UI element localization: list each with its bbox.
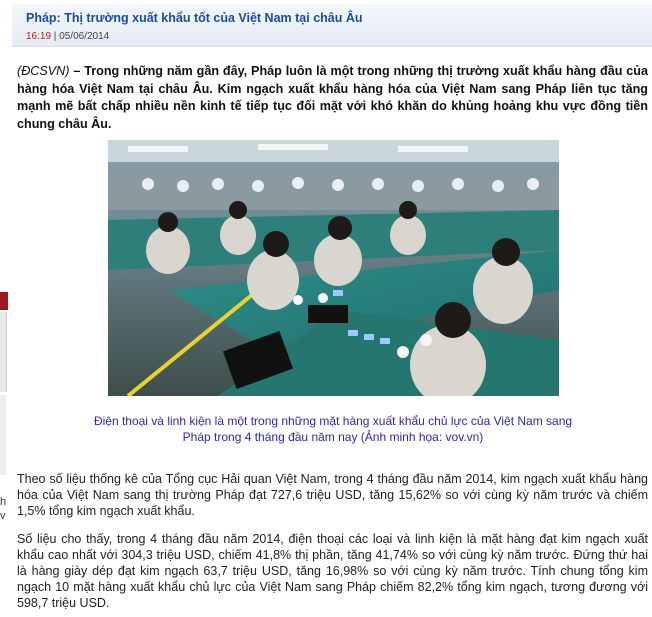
publish-time: 16:19 (26, 31, 52, 42)
sidebar-gray-panel (0, 312, 7, 392)
article-header (12, 4, 652, 47)
publish-date: 05/06/2014 (59, 31, 110, 42)
sidebar-gray-panel-lower (0, 395, 6, 475)
lead-source: (ĐCSVN) (17, 64, 70, 78)
article-paragraph: Số liệu cho thấy, trong 4 tháng đầu năm 2014, điện thoại các loại và linh kiện là mặt hàng đạt kim ngạch xuất khẩu cao nhất với 304,3 triệu USD, chiếm 41,8% thị phần, tăng 41,74% so với cùng kỳ năm trước. Đứng thứ hai là hàng giày dép đạt kim ngạch 63,7 triệu USD, tăng 16,98% so với cùng kỳ năm trước. Tính chung tổng kim ngạch 10 mặt hàng xuất khẩu chủ lực của Việt Nam sang Pháp chiếm 82,2% tổng kim ngạch, tương đương với 598,7 triệu USD. (17, 532, 648, 610)
article-dateline (26, 31, 109, 42)
article-paragraph: Theo số liệu thống kê của Tổng cục Hải quan Việt Nam, trong 4 tháng đầu năm 2014, kim ngạch xuất khẩu hàng hóa của Việt Nam sang thị trường Pháp đạt 727,6 triệu USD, tăng 15,62% so với cùng kỳ năm trước và chiếm 1,5% tổng kim ngạch xuất khẩu. (17, 472, 648, 518)
photo-caption: Điện thoại và linh kiện là một trong những mặt hàng xuất khẩu chủ lực của Việt Nam sang Pháp trong 4 tháng đầu năm nay (Ảnh minh họa: vov.vn) (93, 414, 573, 444)
lead-text: – Trong những năm gần đây, Pháp luôn là một trong những thị trường xuất khẩu hàng đầu của hàng hóa Việt Nam tại châu Âu. Kim ngạch xuất khẩu hàng hóa của Việt Nam sang Pháp liên tục tăng mạnh mẽ bất chấp nhiều nền kinh tế tiếp tục đối mặt với khó khăn do khủng hoảng khu vực đồng tiền chung châu Âu. (17, 64, 648, 131)
article-photo (108, 140, 559, 396)
article-title[interactable]: Pháp: Thị trường xuất khẩu tốt của Việt Nam tại châu Âu (26, 11, 363, 25)
dateline-separator: | (51, 31, 60, 42)
article-lead (17, 63, 648, 133)
left-sidebar-edge (0, 0, 9, 617)
sidebar-cut-text: h (0, 496, 7, 508)
sidebar-red-block (0, 292, 8, 310)
sidebar-cut-text: v (0, 510, 6, 522)
